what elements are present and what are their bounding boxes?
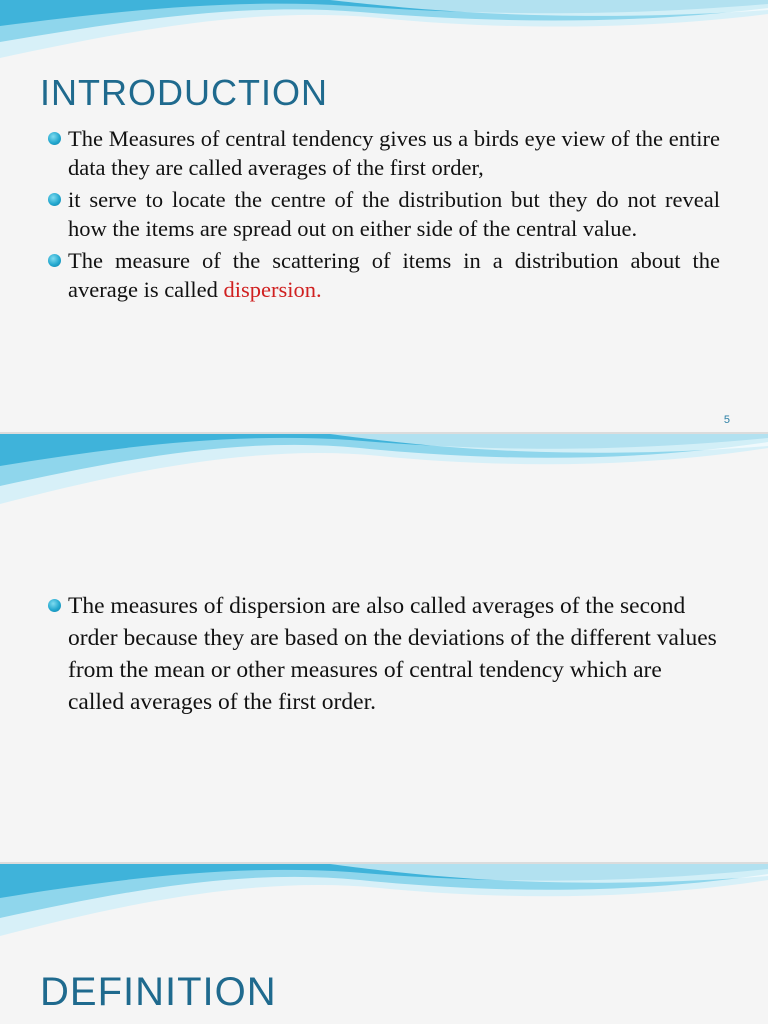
wave-header-decoration <box>0 864 768 944</box>
bullet-icon <box>48 193 61 206</box>
slide-introduction <box>0 0 768 432</box>
bullet-item <box>46 185 720 243</box>
bullet-text: The measures of dispersion are also called averages of the second order because they are based on the deviations of the different values from the mean or other measures of central tendency which are called averages of the first order. <box>68 593 717 715</box>
bullet-item <box>46 590 720 718</box>
bullet-text: The measure of the scattering of items in a distribution about the average is called <box>68 248 720 302</box>
bullet-text: it serve to locate the centre of the distribution but they do not reveal how the items are spread out on either side of the central value. <box>68 187 720 241</box>
bullet-list <box>46 124 720 307</box>
wave-header-decoration <box>0 434 768 514</box>
page-number: 5 <box>723 414 730 426</box>
slide-title: DEFINITION <box>40 970 277 1014</box>
bullet-item <box>46 246 720 304</box>
slide-definition <box>0 864 768 1024</box>
wave-header-decoration <box>0 0 768 70</box>
bullet-icon <box>48 599 61 612</box>
bullet-text: The Measures of central tendency gives us a birds eye view of the entire data they are called averages of the first order, <box>68 126 720 180</box>
bullet-icon <box>48 254 61 267</box>
slide-title: INTRODUCTION <box>40 72 328 113</box>
highlight-term: dispersion. <box>223 277 322 302</box>
bullet-icon <box>48 132 61 145</box>
bullet-item <box>46 124 720 182</box>
bullet-list <box>46 590 720 721</box>
slide-dispersion-order <box>0 434 768 862</box>
